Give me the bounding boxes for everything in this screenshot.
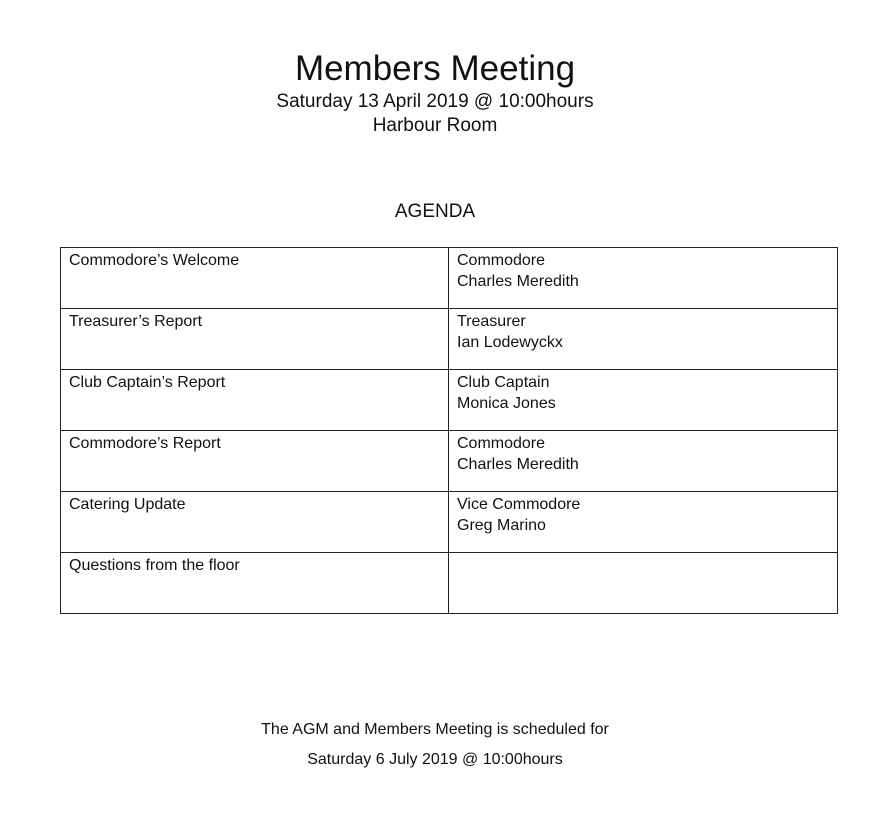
table-row <box>61 370 838 431</box>
agm-date: Saturday 6 July 2019 @ 10:00hours <box>307 751 563 768</box>
agenda-item: Catering Update <box>61 492 449 553</box>
presenter-role: Commodore <box>457 435 546 452</box>
presenter-name: Charles Meredith <box>457 273 579 290</box>
agenda-presenter <box>449 431 838 492</box>
table-row <box>61 492 838 553</box>
agenda-item: Club Captain’s Report <box>61 370 449 431</box>
table-row <box>61 248 838 309</box>
agenda-item: Commodore’s Welcome <box>61 248 449 309</box>
presenter-role: Vice Commodore <box>457 496 581 513</box>
page-title: Members Meeting <box>294 49 576 88</box>
table-row <box>61 309 838 370</box>
presenter-role: Commodore <box>457 252 546 269</box>
presenter-name: Ian Lodewyckx <box>457 334 563 351</box>
agenda-item: Commodore’s Report <box>61 431 449 492</box>
presenter-name: Monica Jones <box>457 395 556 412</box>
agenda-presenter <box>449 492 838 553</box>
agenda-heading: AGENDA <box>394 201 476 222</box>
agenda-presenter <box>449 370 838 431</box>
presenter-name: Greg Marino <box>457 517 546 534</box>
meeting-date: Saturday 13 April 2019 @ 10:00hours <box>276 91 594 112</box>
agenda-item: Questions from the floor <box>61 553 449 614</box>
presenter-name: Charles Meredith <box>457 456 579 473</box>
presenter-role: Treasurer <box>457 313 526 330</box>
meeting-location: Harbour Room <box>372 115 498 136</box>
agenda-presenter <box>449 553 838 614</box>
agenda-presenter <box>449 248 838 309</box>
table-row <box>61 553 838 614</box>
presenter-role: Club Captain <box>457 374 550 391</box>
footer-note: The AGM and Members Meeting is scheduled for <box>261 721 609 738</box>
agenda-presenter <box>449 309 838 370</box>
agenda-item: Treasurer’s Report <box>61 309 449 370</box>
agenda-table <box>60 247 838 614</box>
table-row <box>61 431 838 492</box>
